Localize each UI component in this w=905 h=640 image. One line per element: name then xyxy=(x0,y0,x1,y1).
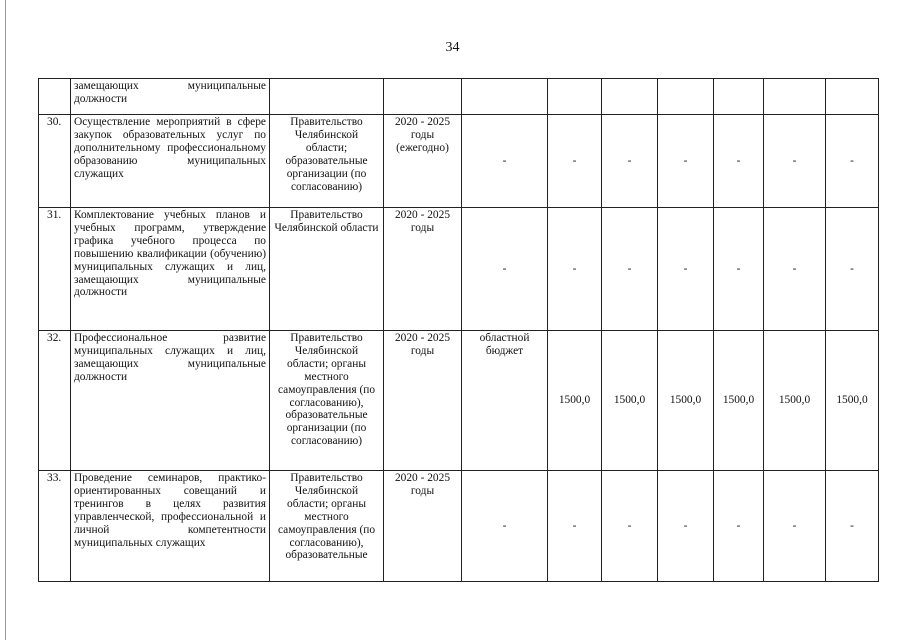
year-value-cell xyxy=(548,79,602,115)
row-number: 30. xyxy=(39,115,71,208)
year-value-cell: 1500,0 xyxy=(548,331,602,471)
page-edge-line xyxy=(5,0,6,640)
year-value-cell: - xyxy=(658,471,714,582)
year-value-cell xyxy=(714,79,764,115)
year-value-cell: - xyxy=(714,115,764,208)
year-value-cell: 1500,0 xyxy=(764,331,826,471)
funding-source-cell xyxy=(462,79,548,115)
executor-cell: Правительство Челябинской области; органы местного самоуправления (по согласованию), образовательные xyxy=(270,471,384,582)
funding-source-cell: - xyxy=(462,208,548,331)
row-number xyxy=(39,79,71,115)
funding-source-cell: областной бюджет xyxy=(462,331,548,471)
year-value-cell: - xyxy=(602,115,658,208)
row-number: 32. xyxy=(39,331,71,471)
year-value-cell: - xyxy=(714,471,764,582)
year-value-cell: - xyxy=(602,471,658,582)
executor-cell: Правительство Челябинской области; образовательные организации (по согласованию) xyxy=(270,115,384,208)
event-description: замещающих муниципальные должности xyxy=(71,79,270,115)
funding-source-cell: - xyxy=(462,115,548,208)
table-row xyxy=(39,115,879,208)
year-value-cell: 1500,0 xyxy=(826,331,879,471)
table-row xyxy=(39,79,879,115)
year-value-cell: - xyxy=(764,208,826,331)
year-value-cell: - xyxy=(714,208,764,331)
program-activities-table xyxy=(38,78,879,582)
period-cell: 2020 - 2025 годы (ежегодно) xyxy=(384,115,462,208)
row-number: 33. xyxy=(39,471,71,582)
executor-cell xyxy=(270,79,384,115)
year-value-cell: - xyxy=(548,471,602,582)
period-cell: 2020 - 2025 годы xyxy=(384,208,462,331)
year-value-cell xyxy=(764,79,826,115)
year-value-cell xyxy=(658,79,714,115)
year-value-cell: - xyxy=(548,115,602,208)
year-value-cell: - xyxy=(602,208,658,331)
year-value-cell: 1500,0 xyxy=(658,331,714,471)
event-description: Проведение семинаров, практико-ориентированных совещаний и тренингов в целях развития управленческой, профессиональной и личной компетентности муниципальных служащих xyxy=(71,471,270,582)
funding-source-cell: - xyxy=(462,471,548,582)
table-row xyxy=(39,208,879,331)
event-description: Комплектование учебных планов и учебных программ, утверждение графика учебного процесса по повышению квалификации (обучению) муниципальных служащих и лиц, замещающих муниципальные должности xyxy=(71,208,270,331)
event-description: Осуществление мероприятий в сфере закупок образовательных услуг по дополнительному профессиональному образованию муниципальных служащих xyxy=(71,115,270,208)
year-value-cell: 1500,0 xyxy=(714,331,764,471)
year-value-cell: - xyxy=(658,208,714,331)
period-cell xyxy=(384,79,462,115)
year-value-cell: - xyxy=(826,208,879,331)
year-value-cell: - xyxy=(548,208,602,331)
page-number: 34 xyxy=(445,40,460,55)
period-cell: 2020 - 2025 годы xyxy=(384,471,462,582)
year-value-cell: 1500,0 xyxy=(602,331,658,471)
table-row xyxy=(39,331,879,471)
executor-cell: Правительство Челябинской области xyxy=(270,208,384,331)
row-number: 31. xyxy=(39,208,71,331)
year-value-cell: - xyxy=(764,471,826,582)
event-description: Профессиональное развитие муниципальных служащих и лиц, замещающих муниципальные должности xyxy=(71,331,270,471)
year-value-cell xyxy=(602,79,658,115)
year-value-cell: - xyxy=(826,471,879,582)
executor-cell: Правительство Челябинской области; органы местного самоуправления (по согласованию), образовательные организации (по согласованию) xyxy=(270,331,384,471)
table-row xyxy=(39,471,879,582)
year-value-cell: - xyxy=(658,115,714,208)
period-cell: 2020 - 2025 годы xyxy=(384,331,462,471)
year-value-cell: - xyxy=(826,115,879,208)
year-value-cell xyxy=(826,79,879,115)
year-value-cell: - xyxy=(764,115,826,208)
